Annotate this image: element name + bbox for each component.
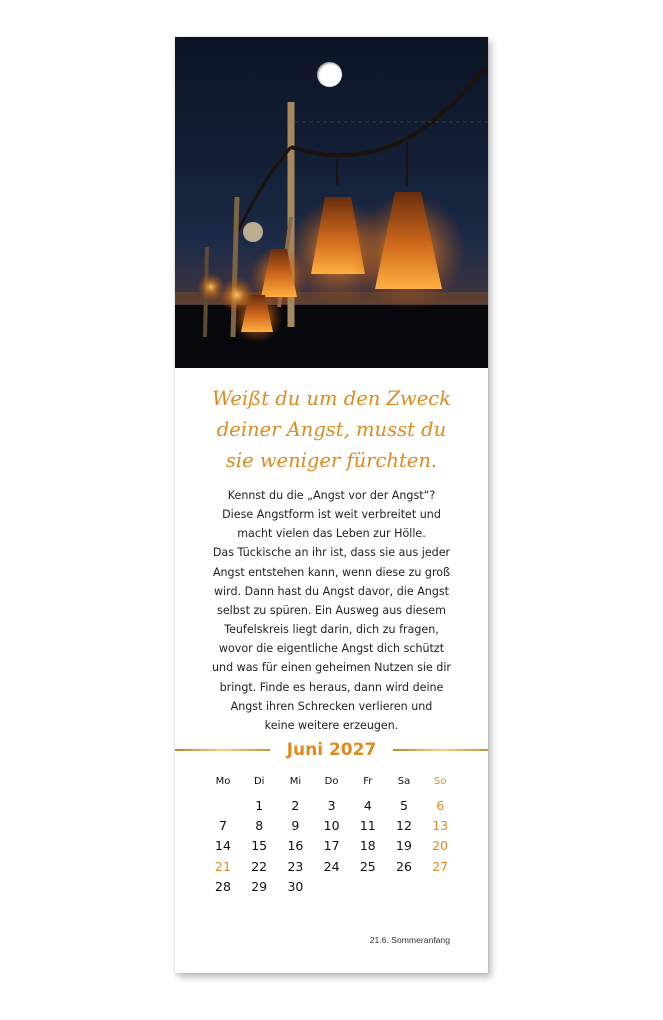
weekday-label: Di bbox=[253, 776, 265, 787]
body-line: Teufelskreis liegt darin, dich zu fragen, bbox=[224, 623, 439, 637]
quote-line: deiner Angst, musst du bbox=[216, 418, 447, 441]
calendar-day: 2 bbox=[291, 798, 300, 813]
calendar-day: 11 bbox=[359, 818, 376, 834]
calendar-day: 20 bbox=[432, 838, 449, 854]
calendar-day: 28 bbox=[215, 878, 231, 894]
calendar-day: 13 bbox=[432, 818, 449, 834]
calendar-day: 5 bbox=[400, 798, 408, 813]
body-line: selbst zu spüren. Ein Ausweg aus diesem bbox=[217, 603, 446, 617]
weekday-label: Mi bbox=[289, 776, 302, 787]
weekday-label: Sa bbox=[397, 776, 411, 787]
quote-heading bbox=[185, 383, 478, 476]
calendar-day: 26 bbox=[396, 858, 412, 874]
calendar-day: 4 bbox=[363, 798, 372, 813]
body-line: Angst entstehen kann, wenn diese zu groß bbox=[212, 565, 451, 579]
quote-line: Weißt du um den Zweck bbox=[211, 387, 452, 410]
body-line: wovor die eigentliche Angst dich schützt bbox=[218, 642, 445, 656]
calendar-day: 16 bbox=[287, 838, 304, 854]
quote-line: sie weniger fürchten. bbox=[225, 449, 438, 472]
calendar-day: 17 bbox=[323, 838, 340, 854]
calendar-day: 9 bbox=[291, 818, 300, 834]
calendar-day: 25 bbox=[359, 858, 376, 874]
body-line: keine weitere erzeugen. bbox=[264, 718, 399, 732]
calendar-day: 22 bbox=[251, 858, 268, 874]
calendar-day: 30 bbox=[287, 878, 304, 894]
weekday-label: Mo bbox=[215, 776, 231, 787]
calendar-card bbox=[175, 37, 488, 973]
body-line: bringt. Finde es heraus, dann wird deine bbox=[219, 680, 444, 694]
body-paragraph bbox=[197, 486, 466, 735]
lantern-photo bbox=[175, 37, 488, 368]
body-line: Das Tückische an ihr ist, dass sie aus jeder bbox=[212, 546, 451, 560]
calendar-day: 19 bbox=[396, 838, 412, 854]
weekday-label: So bbox=[433, 776, 447, 787]
body-line: Diese Angstform ist weit verbreitet und bbox=[222, 508, 441, 522]
weekday-label: Do bbox=[324, 776, 339, 787]
calendar-day: 3 bbox=[327, 798, 336, 813]
body-line: und was für einen geheimen Nutzen sie dir bbox=[212, 661, 451, 675]
month-header bbox=[175, 737, 488, 763]
calendar-day: 8 bbox=[255, 818, 264, 834]
calendar-day: 10 bbox=[323, 818, 340, 834]
calendar-day: 7 bbox=[219, 818, 227, 834]
body-line: macht vielen das Leben zur Hölle. bbox=[237, 527, 426, 541]
body-line: wird. Dann hast du Angst davor, die Angst bbox=[213, 584, 450, 598]
calendar-day: 21 bbox=[215, 858, 231, 874]
gold-rule-left bbox=[175, 749, 270, 751]
month-title: Juni 2027 bbox=[286, 740, 377, 760]
calendar-day: 23 bbox=[287, 858, 304, 874]
calendar-day: 27 bbox=[432, 858, 449, 874]
calendar-day: 14 bbox=[215, 838, 231, 854]
calendar-day: 29 bbox=[251, 878, 268, 894]
calendar-day: 12 bbox=[396, 818, 412, 834]
body-line: Kennst du die „Angst vor der Angst“? bbox=[227, 489, 436, 502]
calendar-day: 15 bbox=[251, 838, 268, 854]
hanging-hole bbox=[317, 62, 342, 87]
footnote: 21.6. Sommeranfang bbox=[369, 935, 450, 945]
calendar-day: 24 bbox=[323, 858, 340, 874]
calendar-day: 6 bbox=[436, 798, 445, 813]
body-line: Angst ihren Schrecken verlieren und bbox=[230, 699, 433, 713]
calendar-day: 18 bbox=[359, 838, 376, 854]
gold-rule-right bbox=[393, 749, 488, 751]
weekday-label: Fr bbox=[363, 776, 373, 787]
calendar-day: 1 bbox=[255, 798, 264, 813]
